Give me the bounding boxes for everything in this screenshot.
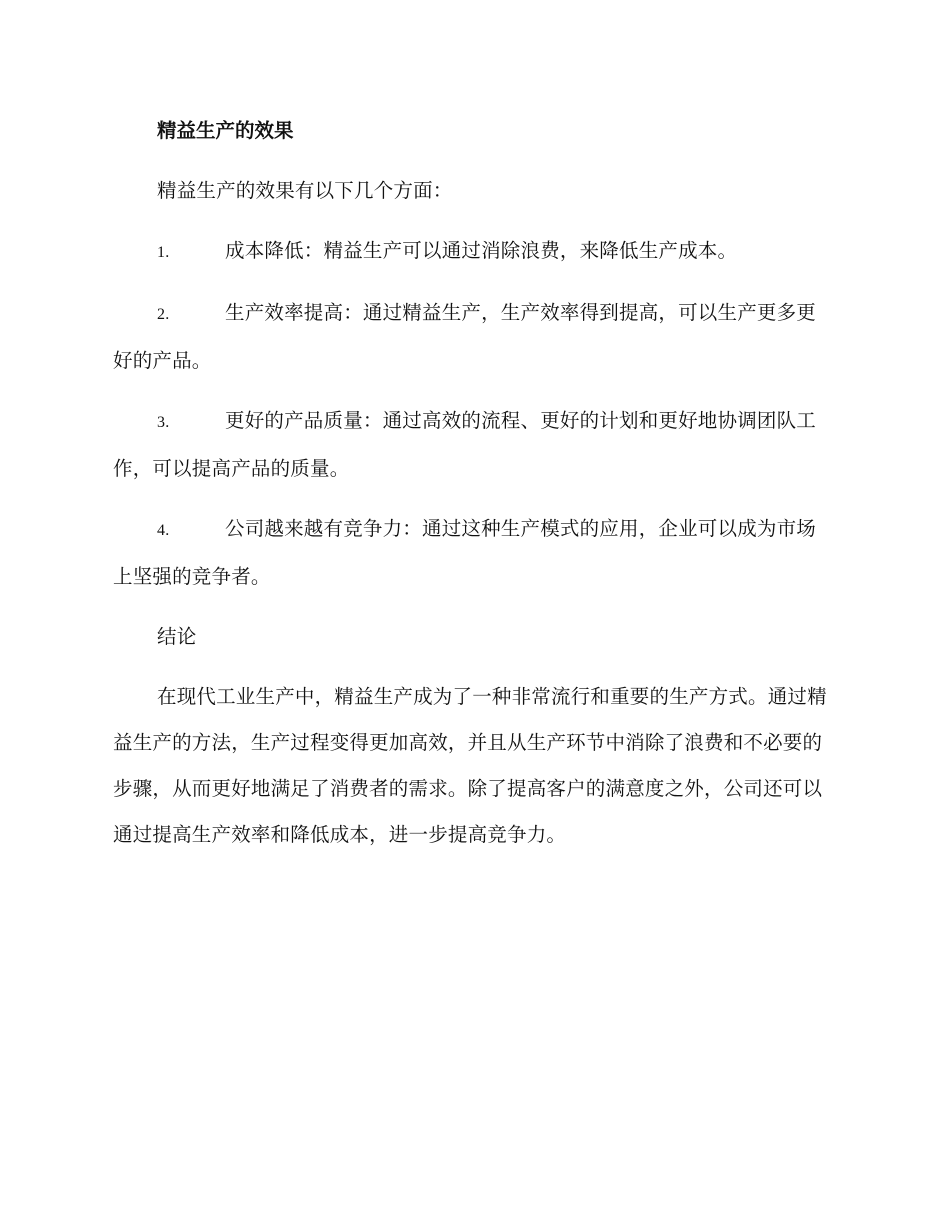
- list-item-text: 成本降低：精益生产可以通过消除浪费，来降低生产成本。: [225, 239, 738, 262]
- list-item-text: 公司越来越有竞争力：通过这种生产模式的应用，企业可以成为市场上坚强的竞争者。: [113, 517, 817, 588]
- conclusion-title: 结论: [157, 625, 197, 648]
- list-item: [113, 398, 835, 492]
- list-item-text: 生产效率提高：通过精益生产，生产效率得到提高，可以生产更多更好的产品。: [113, 301, 817, 372]
- list-item-number: 3.: [157, 414, 170, 431]
- conclusion-paragraph: 在现代工业生产中，精益生产成为了一种非常流行和重要的生产方式。通过精益生产的方法，生产过程变得更加高效，并且从生产环节中消除了浪费和不必要的步骤，从而更好地满足了消费者的需求。除了提高客户的满意度之外，公司还可以通过提高生产效率和降低成本，进一步提高竞争力。: [113, 685, 827, 846]
- list-item: [113, 228, 835, 276]
- list-item: [113, 290, 835, 384]
- list-item-text: 更好的产品质量：通过高效的流程、更好的计划和更好地协调团队工作，可以提高产品的质量。: [113, 409, 817, 480]
- intro-paragraph: 精益生产的效果有以下几个方面：: [157, 179, 453, 202]
- list-item-number: 4.: [157, 522, 170, 539]
- section-heading: 精益生产的效果: [157, 119, 294, 142]
- list-item-number: 2.: [157, 306, 170, 323]
- list-item: [113, 506, 835, 600]
- list-item-number: 1.: [157, 244, 170, 261]
- document-body: [113, 108, 835, 858]
